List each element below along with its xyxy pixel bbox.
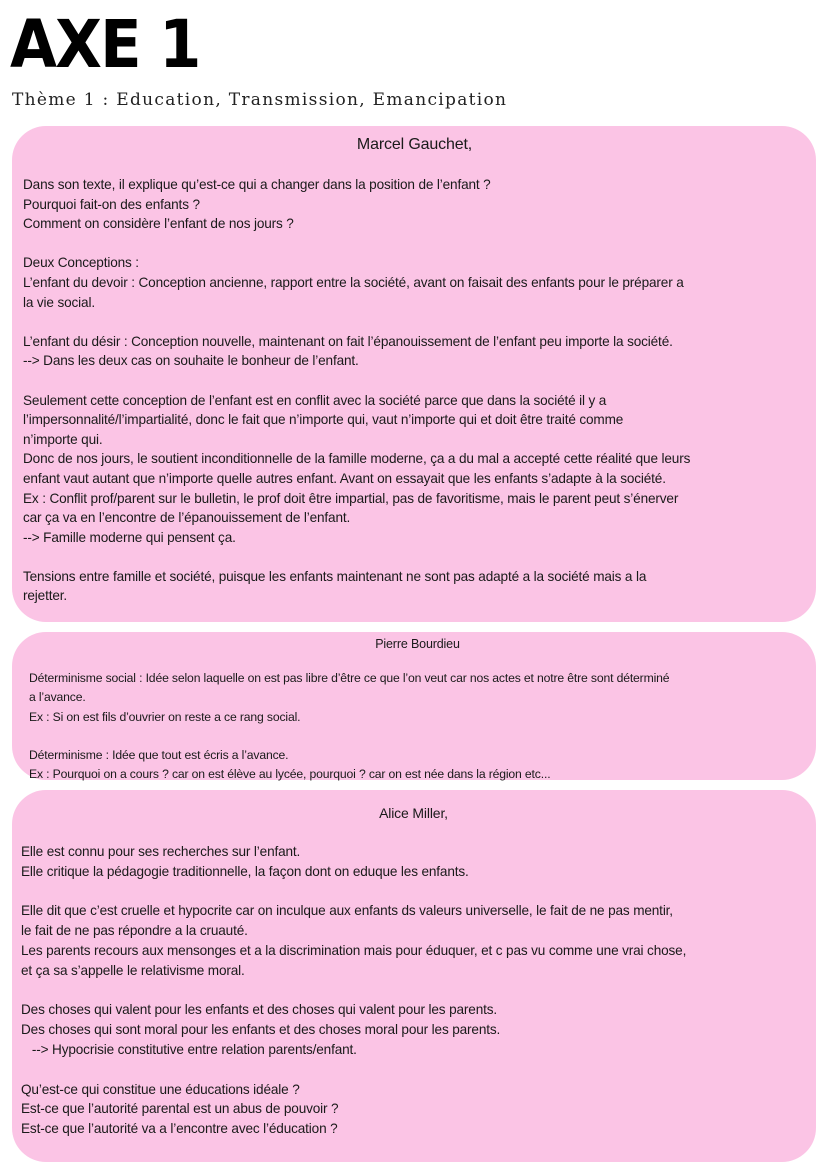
page-title: AXE 1 bbox=[10, 6, 200, 83]
text-line: Ex : Conflit prof/parent sur le bulletin, le prof doit être impartial, pas de favoritisme, mais le parent peut s’énerver bbox=[23, 490, 679, 506]
blank-line bbox=[23, 371, 806, 391]
section-heading: Alice Miller, bbox=[379, 805, 448, 821]
section-pierre-bourdieu bbox=[12, 632, 816, 780]
blank-line bbox=[29, 727, 806, 746]
text-line: enfant vaut autant que n’importe quelle autres enfant. Avant on essayait que les enfants s’adapte à la société. bbox=[23, 470, 666, 486]
text-line: Tensions entre famille et société, puisque les enfants maintenant ne sont pas adapté a la société mais a la bbox=[23, 568, 647, 584]
text-line: rejetter. bbox=[23, 588, 67, 604]
blank-line bbox=[21, 981, 806, 1001]
text-line: la vie social. bbox=[23, 294, 95, 310]
section-heading: Marcel Gauchet, bbox=[356, 136, 473, 153]
text-line: Comment on considère l’enfant de nos jours ? bbox=[23, 216, 294, 232]
text-line: le fait de ne pas répondre a la cruauté. bbox=[21, 923, 248, 939]
text-line: Des choses qui sont moral pour les enfants et des choses moral pour les parents. bbox=[21, 1022, 501, 1038]
text-line: Elle dit que c’est cruelle et hypocrite car on inculque aux enfants ds valeurs universelle, le fait de ne pas mentir, bbox=[21, 903, 673, 919]
text-line: Déterminisme : Idée que tout est écris a l’avance. bbox=[29, 748, 289, 763]
text-line: --> Hypocrisie constitutive entre relation parents/enfant. bbox=[21, 1041, 357, 1057]
text-line: Déterminisme social : Idée selon laquelle on est pas libre d’être ce que l’on veut car nos actes et notre être sont déterminé bbox=[29, 671, 670, 685]
blank-line bbox=[23, 234, 806, 254]
theme-subtitle: Thème 1 : Education, Transmission, Emancipation bbox=[12, 90, 508, 110]
text-line: Seulement cette conception de l’enfant est en conflit avec la société parce que dans la société il y a bbox=[23, 392, 607, 408]
blank-line bbox=[21, 882, 806, 902]
text-line: --> Famille moderne qui pensent ça. bbox=[23, 529, 236, 545]
text-line: L’enfant du devoir : Conception ancienne, rapport entre la société, avant on faisait des enfants pour le préparer a bbox=[23, 274, 684, 290]
text-line: Ex : Pourquoi on a cours ? car on est élève au lycée, pourquoi ? car on est née dans la région etc... bbox=[29, 767, 551, 782]
text-line: Des choses qui valent pour les enfants et des choses qui valent pour les parents. bbox=[21, 1002, 498, 1018]
text-line: Est-ce que l’autorité parental est un abus de pouvoir ? bbox=[21, 1101, 339, 1117]
text-line: --> Dans les deux cas on souhaite le bonheur de l’enfant. bbox=[23, 353, 359, 369]
section-heading: Pierre Bourdieu bbox=[375, 637, 460, 651]
text-line: L’enfant du désir : Conception nouvelle, maintenant on fait l’épanouissement de l’enfant peu importe la société. bbox=[23, 333, 673, 349]
text-line: car ça va en l’encontre de l’épanouissement de l’enfant. bbox=[23, 510, 351, 526]
text-line: Dans son texte, il explique qu’est-ce qui a changer dans la position de l’enfant ? bbox=[23, 177, 491, 192]
text-line: Elle est connu pour ses recherches sur l’enfant. bbox=[21, 844, 301, 859]
text-line: Les parents recours aux mensonges et a la discrimination mais pour éduquer, et c pas vu comme une vrai chose, bbox=[21, 942, 687, 958]
text-line: Qu’est-ce qui constitue une éducations idéale ? bbox=[21, 1081, 300, 1097]
text-line: Ex : Si on est fils d’ouvrier on reste a ce rang social. bbox=[29, 709, 301, 724]
text-line: n’importe qui. bbox=[23, 431, 103, 447]
text-line: Deux Conceptions : bbox=[23, 255, 139, 271]
section-marcel-gauchet bbox=[12, 126, 816, 622]
text-line: Donc de nos jours, le soutient inconditionnelle de la famille moderne, ça a du mal a accepté cette réalité que leurs bbox=[23, 451, 691, 467]
text-line: Elle critique la pédagogie traditionnelle, la façon dont on eduque les enfants. bbox=[21, 863, 469, 879]
text-line: Est-ce que l’autorité va a l’encontre avec l’éducation ? bbox=[21, 1121, 338, 1137]
blank-line bbox=[23, 547, 806, 567]
blank-line bbox=[23, 312, 806, 332]
text-line: l’impersonnalité/l’impartialité, donc le fait que n’importe qui, vaut n’importe qui et doit être traité comme bbox=[23, 412, 624, 428]
section-alice-miller bbox=[12, 790, 816, 1162]
text-line: a l’avance. bbox=[29, 690, 86, 705]
text-line: et ça sa s’appelle le relativisme moral. bbox=[21, 962, 245, 978]
blank-line bbox=[21, 1060, 806, 1080]
text-line: Pourquoi fait-on des enfants ? bbox=[23, 196, 200, 212]
